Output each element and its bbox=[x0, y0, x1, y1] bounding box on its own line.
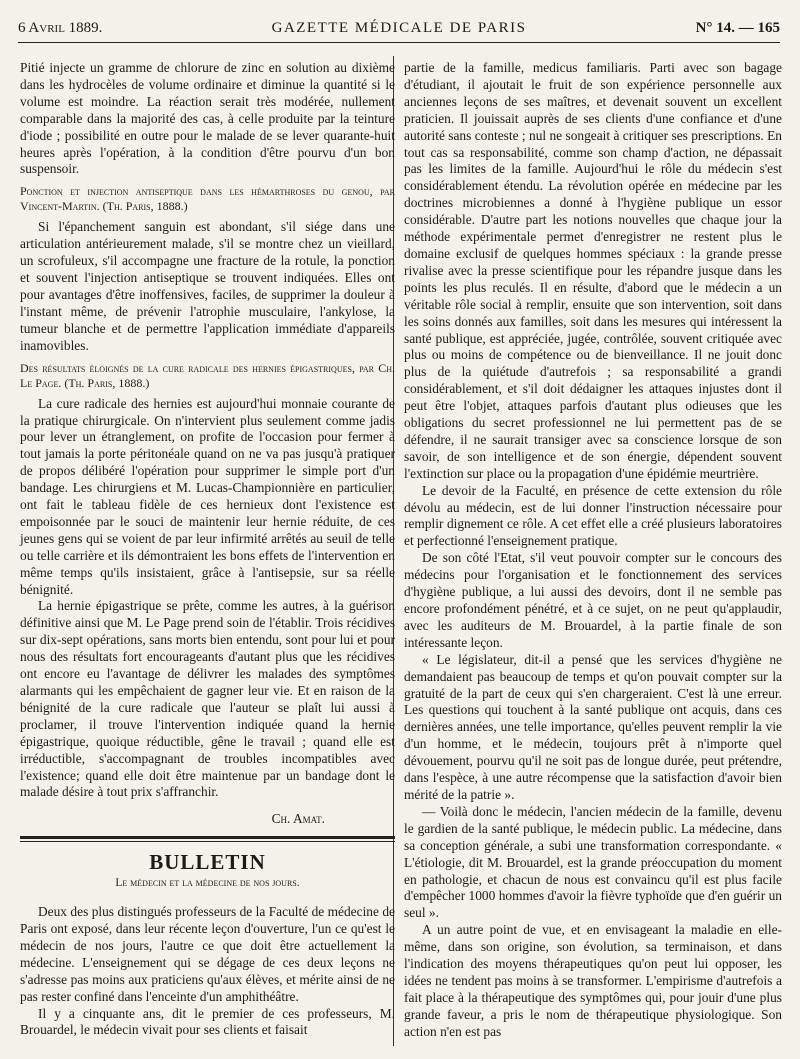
paragraph: La hernie épigastrique se prête, comme les autres, à la guérison définitive ainsi que M. Le Page prend soin de l'établir. Trois récidives sur dix-sept opérations, sans morts bien entendu, sont pour lui et pour nous des résultats fort encourageants d'autant plus que les récidives ont encore eu l'avantage de délivrer les malades des symptômes alarmants qui les empêchaient de gagner leur vie. Et en raison de la bénignité de la cure radicale que l'auteur se plaît lui aussi à proclamer, il trouve l'intervention indiquée quand la hernie épigastrique, quoique réductible, gêne le travail ; quand elle est irréductible, s'accompagnant de troubles incompatibles avec l'existence; quand elle doit être maintenue par un bandage dont le malade désire à tout prix s'affranchir. bbox=[20, 598, 395, 800]
section-heading: Ponction et injection antiseptique dans les hémarthroses du genou, par Vincent-Martin. (Th. Paris, 1888.) bbox=[20, 184, 395, 214]
page-header bbox=[18, 16, 780, 43]
section-heading: Des résultats éloignés de la cure radicale des hernies épigastriques, par Ch. Le Page. (Th. Paris, 1888.) bbox=[20, 360, 395, 390]
header-title: GAZETTE MÉDICALE DE PARIS bbox=[271, 19, 527, 36]
header-issue: N° 14. — 165 bbox=[695, 19, 780, 36]
bulletin-subtitle: Le médecin et la médecine de nos jours. bbox=[115, 877, 300, 890]
paragraph: Pitié injecte un gramme de chlorure de zinc en solution au dixième dans les hydrocèles de volume ordinaire et diminue la quantité si le volume est moindre. La réaction serait très modérée, nullement comparable dans la majorité des cas, à celle produite par la teinture d'iode ; possibilité en outre pour le malade de se lever quarante-huit heures après l'opération, à la condition d'être pourvu d'un bon suspensoir. bbox=[20, 60, 395, 177]
left-column bbox=[20, 60, 395, 1039]
right-column bbox=[404, 60, 782, 1041]
paragraph: Le devoir de la Faculté, en présence de cette extension du rôle dévolu au médecin, est de lui donner l'instruction nécessaire pour remplir dignement ce rôle. A cet effet elle a créé plusieurs laboratoires et perfectionné l'enseignement pratique. bbox=[404, 482, 782, 549]
paragraph: Deux des plus distingués professeurs de la Faculté de médecine de Paris ont exposé, dans leur récente leçon d'ouverture, l'un ce qu'est le médecin de nos jours, l'autre ce que doit être actuellement la médecine. L'enseignement qui se dégage de ces deux leçons ne s'adresse pas moins aux praticiens qu'aux élèves, et mérite ainsi de ne pas rester confiné dans l'enceinte d'un amphithéâtre. bbox=[20, 904, 395, 1004]
paragraph: Il y a cinquante ans, dit le premier de ces professeurs, M. Brouardel, le médecin vivait pour ses clients et faisait bbox=[20, 1005, 395, 1038]
section-rule bbox=[20, 836, 395, 842]
bulletin-title: BULLETIN bbox=[149, 850, 266, 875]
paragraph: La cure radicale des hernies est aujourd'hui monnaie courante de la pratique chirurgicale. On n'intervient plus seulement comme jadis pour lever un étranglement, on profite de l'occasion pour fermer à tout jamais la porte péritonéale quand on ne va pas jusqu'à pratiquer de propos délibéré l'opération pour supprimer le simple port d'un bandage. Les chirurgiens et M. Lucas-Championnière en particulier, ont fait le tableau fidèle de ces hernieux dont l'existence est empoisonnée par le souci de maintenir leur hernie réduite, de ces jeunes gens qui se voient de par leur infirmité arrêtés au seuil de telle ou telle carrière et ils démontraient les bons effets de l'intervention en même temps qu'ils insistaient, grâce à l'antisepsie, sur sa réelle bénignité. bbox=[20, 395, 395, 597]
paragraph: partie de la famille, medicus familiaris. Parti avec son bagage d'étudiant, il ajoutait le fruit de son expérience personnelle aux anciennes leçons de ses maîtres, et devenait souvent un excellent praticien. Il jouissait auprès de ses clients d'une confiance et d'une autorité sans conteste ; nul ne songeait à critiquer ses prescriptions. En tout cas sa responsabilité, comme son champ d'action, ne dépassait pas les limites de la famille. Aujourd'hui le rôle du médecin s'est considérablement étendu. La révolution opérée en médecine par les doctrines microbiennes a donné à l'hygiène publique un essor considérable. D'autre part les notions nouvelles que chaque jour la méthode expérimentale permet d'enregistrer ne restent plus le domaine exclusif de quelques hommes spéciaux : la grande presse rivalise avec la presse scientifique pour les répandre jusque dans les points les plus reculés. Il en résulte, d'abord que le médecin a un véritable rôle social à remplir, ensuite que son intervention, soit dans les soins donnés aux familles, soit dans les mesures qui intéressent la santé publique, est appréciée, jugée, contrôlée, souvent critiquée avec plus ou moins de compétence ou de bienveillance. Il ne jouit donc plus de la quiétude d'autrefois ; sa responsabilité a grandi considérablement, et s'il doit dédaigner les attaques injustes dont il peut être l'objet, attaques parfois d'autant plus odieuses que les obligations du secret professionnel ne lui permettent pas de se défendre, il ne saurait transiger avec sa conscience lorsque de son savoir, de son intelligence et de son énergie, dépendent souvent l'extinction sur place ou la propagation d'une épidémie meurtrière. bbox=[404, 60, 782, 481]
paragraph: « Le législateur, dit-il a pensé que les services d'hygiène ne demandaient pas beaucoup de temps et qu'on pouvait compter sur la gratuité de la part de ceux qui s'en chargeraient. C'est là une erreur. Les questions qui touchent à la santé publique ont acquis, dans ces dernières années, une telle importance, qu'elles peuvent remplir la vie d'un homme, et le médecin, toujours prêt à n'importe quel dévouement, pourvu qu'il ne soit pas de longue durée, peut prétendre, dans l'espèce, à une autre récompense que la satisfaction d'avoir bien mérité de la patrie ». bbox=[404, 651, 782, 802]
paragraph: A un autre point de vue, et en envisageant la maladie en elle-même, dans son origine, son évolution, sa terminaison, et dans l'indication des moyens thérapeutiques qu'on peut lui opposer, les idées ne tendent pas moins à se transformer. L'empirisme d'autrefois a fait place à la thérapeutique des symptômes qui, pour jouir d'une plus grande faveur, a pris le nom de thérapeutique physiologique. Son action n'en est pas bbox=[404, 922, 782, 1039]
author-signature: Ch. Amat. bbox=[271, 811, 325, 827]
header-date: 6 Avril 1889. bbox=[18, 19, 103, 36]
paragraph: — Voilà donc le médecin, l'ancien médecin de la famille, devenu le gardien de la santé publique, le médecin public. La médecine, dans sa conception générale, a subi une transformation correspondante. « L'étiologie, dit M. Brouardel, est la grande préoccupation du moment en pathologie, et chacun de nous est convaincu qu'il est plus facile d'empêcher 1000 hommes d'avoir la fièvre typhoïde que d'en guérir un seul ». bbox=[404, 803, 782, 921]
paragraph: Si l'épanchement sanguin est abondant, s'il siége dans une articulation antérieurement malade, s'il se montre chez un vieillard, un scrofuleux, s'il accompagne une fracture de la rotule, la ponction et souvent l'injection antiseptique se trouvent indiquées. Elles ont pour avantages d'être inoffensives, faciles, de supprimer la douleur à l'instant même, de prévenir l'atrophie musculaire, l'ankylose, la tumeur blanche et de permettre l'application immédiate d'appareils inamovibles. bbox=[20, 219, 395, 353]
paragraph: De son côté l'Etat, s'il veut pouvoir compter sur le concours des médecins pour l'organisation et le fonctionnement des services d'hygiène publique, a lui aussi des devoirs, dont il ne semble pas encore profondément pénétré, et à ce sujet, on ne peut qu'applaudir, avec les auditeurs de M. Brouardel, à la partie finale de son intéressante leçon. bbox=[404, 550, 782, 650]
